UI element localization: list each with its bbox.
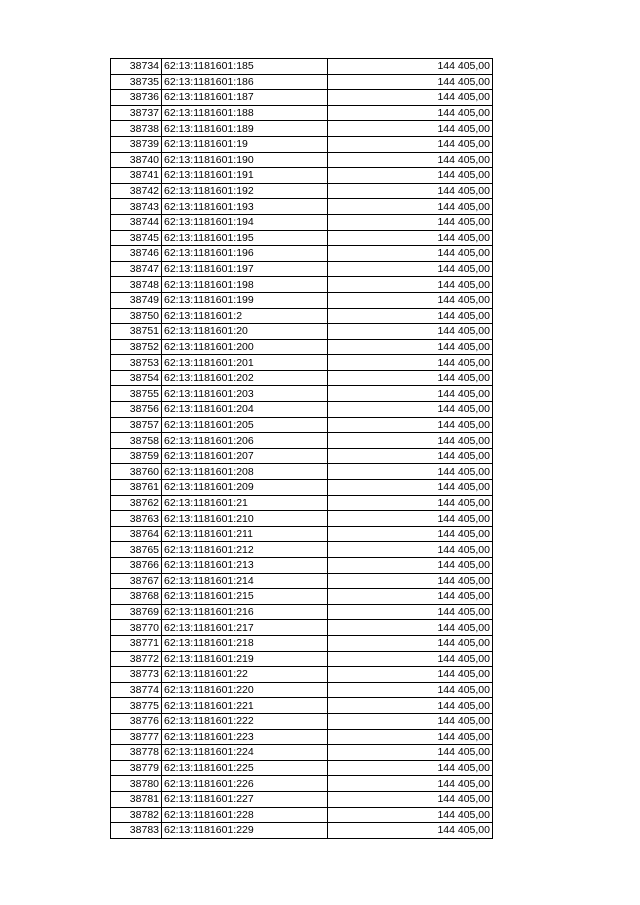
row-number-cell: 38746	[111, 246, 162, 262]
cadastral-number-cell: 62:13:1181601:205	[162, 417, 328, 433]
value-cell: 144 405,00	[328, 168, 493, 184]
value-cell: 144 405,00	[328, 791, 493, 807]
value-cell: 144 405,00	[328, 90, 493, 106]
row-number-cell: 38777	[111, 729, 162, 745]
cadastral-number-cell: 62:13:1181601:22	[162, 667, 328, 683]
cadastral-number-cell: 62:13:1181601:222	[162, 713, 328, 729]
cadastral-number-cell: 62:13:1181601:19	[162, 136, 328, 152]
table-row	[111, 823, 493, 839]
cadastral-number-cell: 62:13:1181601:209	[162, 480, 328, 496]
cadastral-number-cell: 62:13:1181601:218	[162, 635, 328, 651]
table-row	[111, 807, 493, 823]
row-number-cell: 38753	[111, 355, 162, 371]
cadastral-number-cell: 62:13:1181601:224	[162, 745, 328, 761]
cadastral-number-cell: 62:13:1181601:207	[162, 448, 328, 464]
value-cell: 144 405,00	[328, 417, 493, 433]
row-number-cell: 38735	[111, 74, 162, 90]
cadastral-number-cell: 62:13:1181601:215	[162, 589, 328, 605]
value-cell: 144 405,00	[328, 776, 493, 792]
row-number-cell: 38739	[111, 136, 162, 152]
table-row	[111, 433, 493, 449]
row-number-cell: 38782	[111, 807, 162, 823]
value-cell: 144 405,00	[328, 152, 493, 168]
table-row	[111, 495, 493, 511]
value-cell: 144 405,00	[328, 745, 493, 761]
cadastral-number-cell: 62:13:1181601:219	[162, 651, 328, 667]
row-number-cell: 38774	[111, 682, 162, 698]
table-row	[111, 59, 493, 75]
table-row	[111, 246, 493, 262]
row-number-cell: 38765	[111, 542, 162, 558]
cadastral-number-cell: 62:13:1181601:192	[162, 183, 328, 199]
cadastral-number-cell: 62:13:1181601:187	[162, 90, 328, 106]
cadastral-number-cell: 62:13:1181601:203	[162, 386, 328, 402]
row-number-cell: 38772	[111, 651, 162, 667]
row-number-cell: 38745	[111, 230, 162, 246]
cadastral-number-cell: 62:13:1181601:189	[162, 121, 328, 137]
row-number-cell: 38744	[111, 214, 162, 230]
cadastral-number-cell: 62:13:1181601:185	[162, 59, 328, 75]
row-number-cell: 38780	[111, 776, 162, 792]
value-cell: 144 405,00	[328, 495, 493, 511]
row-number-cell: 38747	[111, 261, 162, 277]
table-row	[111, 230, 493, 246]
cadastral-number-cell: 62:13:1181601:194	[162, 214, 328, 230]
cadastral-number-cell: 62:13:1181601:20	[162, 324, 328, 340]
value-cell: 144 405,00	[328, 230, 493, 246]
value-cell: 144 405,00	[328, 339, 493, 355]
value-cell: 144 405,00	[328, 370, 493, 386]
value-cell: 144 405,00	[328, 308, 493, 324]
cadastral-number-cell: 62:13:1181601:220	[162, 682, 328, 698]
row-number-cell: 38760	[111, 464, 162, 480]
row-number-cell: 38738	[111, 121, 162, 137]
cadastral-number-cell: 62:13:1181601:213	[162, 558, 328, 574]
row-number-cell: 38773	[111, 667, 162, 683]
value-cell: 144 405,00	[328, 620, 493, 636]
cadastral-number-cell: 62:13:1181601:210	[162, 511, 328, 527]
row-number-cell: 38767	[111, 573, 162, 589]
cadastral-number-cell: 62:13:1181601:211	[162, 526, 328, 542]
cadastral-number-cell: 62:13:1181601:228	[162, 807, 328, 823]
table-row	[111, 667, 493, 683]
row-number-cell: 38740	[111, 152, 162, 168]
cadastral-number-cell: 62:13:1181601:188	[162, 105, 328, 121]
table-row	[111, 339, 493, 355]
cadastral-number-cell: 62:13:1181601:217	[162, 620, 328, 636]
table-row	[111, 542, 493, 558]
row-number-cell: 38736	[111, 90, 162, 106]
table-row	[111, 729, 493, 745]
row-number-cell: 38755	[111, 386, 162, 402]
value-cell: 144 405,00	[328, 386, 493, 402]
table-row	[111, 698, 493, 714]
table-row	[111, 136, 493, 152]
row-number-cell: 38741	[111, 168, 162, 184]
cadastral-number-cell: 62:13:1181601:214	[162, 573, 328, 589]
table-row	[111, 480, 493, 496]
cadastral-number-cell: 62:13:1181601:193	[162, 199, 328, 215]
table-row	[111, 589, 493, 605]
table-row	[111, 308, 493, 324]
value-cell: 144 405,00	[328, 433, 493, 449]
table-row	[111, 760, 493, 776]
value-cell: 144 405,00	[328, 760, 493, 776]
cadastral-number-cell: 62:13:1181601:212	[162, 542, 328, 558]
row-number-cell: 38742	[111, 183, 162, 199]
table-row	[111, 121, 493, 137]
row-number-cell: 38756	[111, 402, 162, 418]
value-cell: 144 405,00	[328, 246, 493, 262]
cadastral-number-cell: 62:13:1181601:190	[162, 152, 328, 168]
value-cell: 144 405,00	[328, 199, 493, 215]
cadastral-number-cell: 62:13:1181601:216	[162, 604, 328, 620]
value-cell: 144 405,00	[328, 214, 493, 230]
table-row	[111, 604, 493, 620]
table-row	[111, 620, 493, 636]
table-row	[111, 90, 493, 106]
table-row	[111, 168, 493, 184]
row-number-cell: 38776	[111, 713, 162, 729]
value-cell: 144 405,00	[328, 292, 493, 308]
table-row	[111, 370, 493, 386]
value-cell: 144 405,00	[328, 635, 493, 651]
value-cell: 144 405,00	[328, 713, 493, 729]
value-cell: 144 405,00	[328, 667, 493, 683]
cadastral-number-cell: 62:13:1181601:202	[162, 370, 328, 386]
table-row	[111, 448, 493, 464]
value-cell: 144 405,00	[328, 807, 493, 823]
row-number-cell: 38754	[111, 370, 162, 386]
cadastral-number-cell: 62:13:1181601:208	[162, 464, 328, 480]
cadastral-number-cell: 62:13:1181601:227	[162, 791, 328, 807]
table-row	[111, 511, 493, 527]
table-row	[111, 635, 493, 651]
row-number-cell: 38769	[111, 604, 162, 620]
row-number-cell: 38771	[111, 635, 162, 651]
cadastral-number-cell: 62:13:1181601:199	[162, 292, 328, 308]
cadastral-number-cell: 62:13:1181601:221	[162, 698, 328, 714]
row-number-cell: 38779	[111, 760, 162, 776]
cadastral-number-cell: 62:13:1181601:223	[162, 729, 328, 745]
value-cell: 144 405,00	[328, 558, 493, 574]
table-row	[111, 651, 493, 667]
value-cell: 144 405,00	[328, 698, 493, 714]
cadastral-number-cell: 62:13:1181601:226	[162, 776, 328, 792]
table-row	[111, 152, 493, 168]
row-number-cell: 38750	[111, 308, 162, 324]
row-number-cell: 38763	[111, 511, 162, 527]
row-number-cell: 38734	[111, 59, 162, 75]
table-row	[111, 573, 493, 589]
table-row	[111, 386, 493, 402]
table-row	[111, 791, 493, 807]
value-cell: 144 405,00	[328, 59, 493, 75]
row-number-cell: 38768	[111, 589, 162, 605]
value-cell: 144 405,00	[328, 448, 493, 464]
cadastral-number-cell: 62:13:1181601:2	[162, 308, 328, 324]
value-cell: 144 405,00	[328, 682, 493, 698]
value-cell: 144 405,00	[328, 136, 493, 152]
value-cell: 144 405,00	[328, 355, 493, 371]
value-cell: 144 405,00	[328, 511, 493, 527]
table-row	[111, 417, 493, 433]
row-number-cell: 38752	[111, 339, 162, 355]
table-row	[111, 745, 493, 761]
value-cell: 144 405,00	[328, 464, 493, 480]
data-table	[110, 58, 493, 839]
table-row	[111, 464, 493, 480]
table-row	[111, 324, 493, 340]
cadastral-number-cell: 62:13:1181601:225	[162, 760, 328, 776]
cadastral-number-cell: 62:13:1181601:186	[162, 74, 328, 90]
row-number-cell: 38764	[111, 526, 162, 542]
value-cell: 144 405,00	[328, 729, 493, 745]
table-row	[111, 558, 493, 574]
table-row	[111, 355, 493, 371]
row-number-cell: 38749	[111, 292, 162, 308]
cadastral-number-cell: 62:13:1181601:200	[162, 339, 328, 355]
value-cell: 144 405,00	[328, 542, 493, 558]
table-body	[111, 59, 493, 839]
value-cell: 144 405,00	[328, 183, 493, 199]
row-number-cell: 38737	[111, 105, 162, 121]
row-number-cell: 38759	[111, 448, 162, 464]
value-cell: 144 405,00	[328, 402, 493, 418]
table-row	[111, 277, 493, 293]
cadastral-number-cell: 62:13:1181601:196	[162, 246, 328, 262]
cadastral-number-cell: 62:13:1181601:195	[162, 230, 328, 246]
table-row	[111, 214, 493, 230]
value-cell: 144 405,00	[328, 261, 493, 277]
cadastral-number-cell: 62:13:1181601:229	[162, 823, 328, 839]
value-cell: 144 405,00	[328, 121, 493, 137]
table-row	[111, 526, 493, 542]
row-number-cell: 38783	[111, 823, 162, 839]
row-number-cell: 38762	[111, 495, 162, 511]
row-number-cell: 38781	[111, 791, 162, 807]
cadastral-number-cell: 62:13:1181601:21	[162, 495, 328, 511]
cadastral-number-cell: 62:13:1181601:206	[162, 433, 328, 449]
table-row	[111, 776, 493, 792]
row-number-cell: 38775	[111, 698, 162, 714]
value-cell: 144 405,00	[328, 526, 493, 542]
value-cell: 144 405,00	[328, 651, 493, 667]
cadastral-number-cell: 62:13:1181601:198	[162, 277, 328, 293]
table-row	[111, 183, 493, 199]
row-number-cell: 38758	[111, 433, 162, 449]
value-cell: 144 405,00	[328, 324, 493, 340]
value-cell: 144 405,00	[328, 74, 493, 90]
row-number-cell: 38743	[111, 199, 162, 215]
table-row	[111, 74, 493, 90]
table-row	[111, 199, 493, 215]
table-row	[111, 105, 493, 121]
table-row	[111, 261, 493, 277]
cadastral-number-cell: 62:13:1181601:191	[162, 168, 328, 184]
value-cell: 144 405,00	[328, 604, 493, 620]
value-cell: 144 405,00	[328, 823, 493, 839]
value-cell: 144 405,00	[328, 589, 493, 605]
row-number-cell: 38778	[111, 745, 162, 761]
table-row	[111, 682, 493, 698]
value-cell: 144 405,00	[328, 277, 493, 293]
table-row	[111, 402, 493, 418]
row-number-cell: 38770	[111, 620, 162, 636]
table-row	[111, 292, 493, 308]
row-number-cell: 38761	[111, 480, 162, 496]
cadastral-number-cell: 62:13:1181601:197	[162, 261, 328, 277]
row-number-cell: 38748	[111, 277, 162, 293]
table-row	[111, 713, 493, 729]
cadastral-number-cell: 62:13:1181601:201	[162, 355, 328, 371]
row-number-cell: 38766	[111, 558, 162, 574]
value-cell: 144 405,00	[328, 105, 493, 121]
row-number-cell: 38751	[111, 324, 162, 340]
cadastral-number-cell: 62:13:1181601:204	[162, 402, 328, 418]
row-number-cell: 38757	[111, 417, 162, 433]
value-cell: 144 405,00	[328, 480, 493, 496]
value-cell: 144 405,00	[328, 573, 493, 589]
